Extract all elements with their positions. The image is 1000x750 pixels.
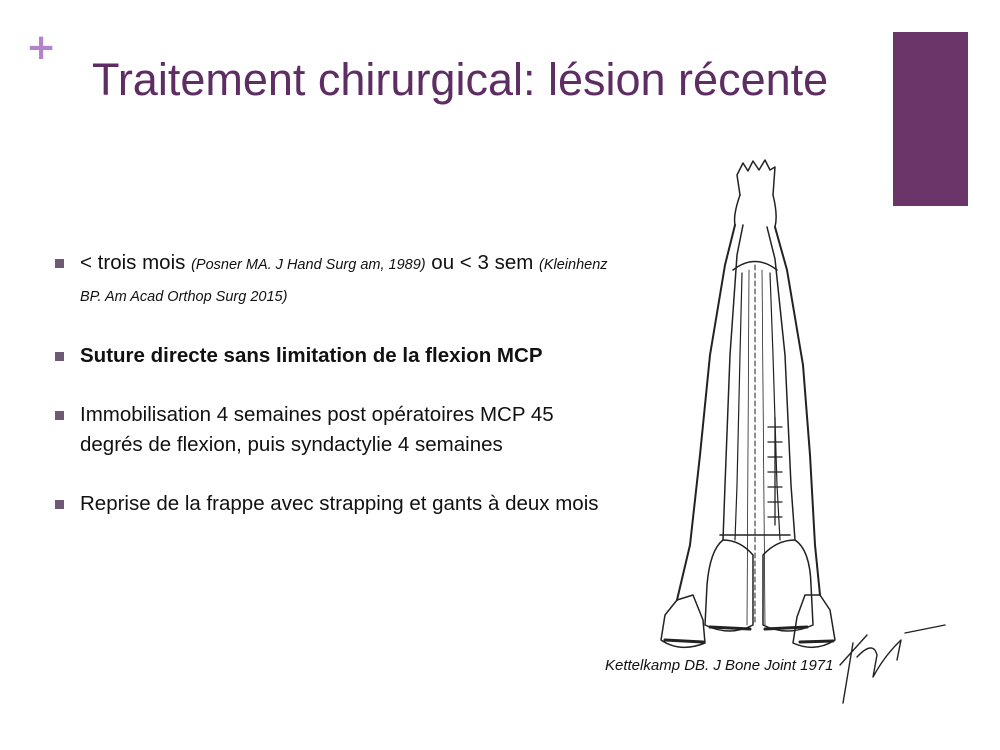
slide-title: Traitement chirurgical: lésion récente — [92, 54, 829, 105]
citation-kleinhenz: (Kleinhenz BP. Am Acad Orthop Surg 2015) — [80, 257, 608, 305]
bullet-item-immobilisation — [55, 400, 615, 460]
bullet-text: Reprise de la frappe avec strapping et gants à deux mois — [80, 492, 599, 515]
figure-caption: Kettelkamp DB. J Bone Joint 1971 — [605, 657, 834, 674]
bullet-item-suture — [55, 341, 615, 371]
square-bullet-icon — [55, 259, 64, 268]
bullet-text: < trois mois — [80, 251, 192, 274]
bullet-item-reprise — [55, 489, 615, 519]
bullet-text: ou < 3 sem — [425, 251, 539, 274]
citation-posner: (Posner MA. J Hand Surg am, 1989) — [191, 257, 426, 273]
square-bullet-icon — [55, 411, 64, 420]
square-bullet-icon — [55, 352, 64, 361]
bullet-item-timing — [55, 248, 615, 312]
plus-icon: + — [26, 27, 57, 68]
tendon-repair-illustration — [615, 155, 975, 715]
bullet-text: Suture directe sans limitation de la flexion MCP — [80, 344, 543, 367]
square-bullet-icon — [55, 500, 64, 509]
bullet-text: Immobilisation 4 semaines post opératoires MCP 45 degrés de flexion, puis syndactylie 4 semaines — [80, 403, 554, 456]
bullet-list — [55, 248, 615, 519]
